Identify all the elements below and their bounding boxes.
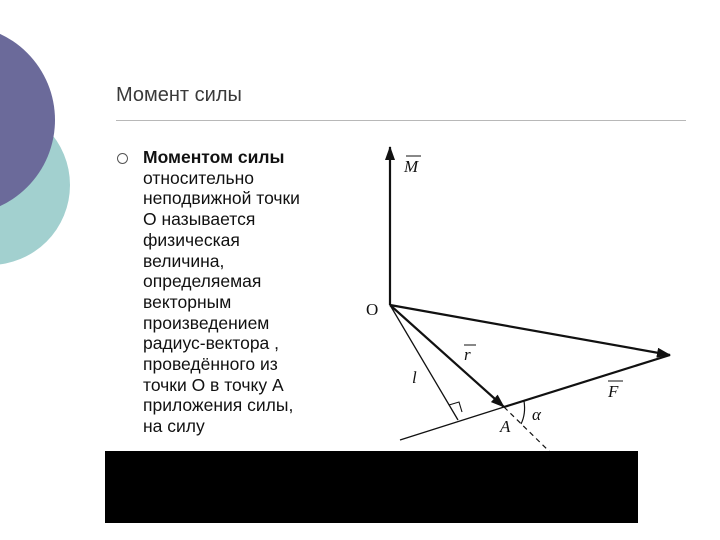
label-M: M [404,157,419,176]
bullet-line: приложения силы, [143,395,294,416]
bullet-line: физическая [143,229,240,250]
bullet-line: О называется [143,209,256,230]
bullet-line: определяемая [143,271,262,292]
label-l: l [412,368,417,387]
bullet-line: неподвижной точки [143,188,300,209]
bullet-line: произведением [143,312,270,333]
bullet-line: проведённого из [143,354,278,375]
label-r: r [464,345,471,364]
radius-vector-r [390,305,504,407]
title-divider [116,120,686,121]
label-alpha: α [532,405,541,424]
lever-arm-l [390,305,458,420]
bullet-line: векторным [143,291,232,312]
bullet-line: на силу [143,416,205,437]
label-O: O [366,300,379,319]
line-of-action [400,407,504,440]
resultant-line [390,305,670,355]
moment-of-force-diagram [340,135,680,465]
bullet-line: величина, [143,250,225,271]
label-F: F [608,382,619,401]
angle-arc-alpha [521,401,525,424]
decorative-circles [0,0,90,300]
force-vector-F [504,355,670,407]
bullet-line: точки О в точку А [143,374,284,395]
bullet-line: радиус-вектора , [143,333,280,354]
slide-title: Момент силы [116,84,242,106]
bullet-line: относительно [143,167,254,188]
bullet-marker-icon [117,153,128,164]
r-extension-dashed [504,407,555,457]
label-A: A [500,417,511,436]
black-overlay-band [105,451,638,523]
bullet-lead: Моментом силы [143,147,285,167]
